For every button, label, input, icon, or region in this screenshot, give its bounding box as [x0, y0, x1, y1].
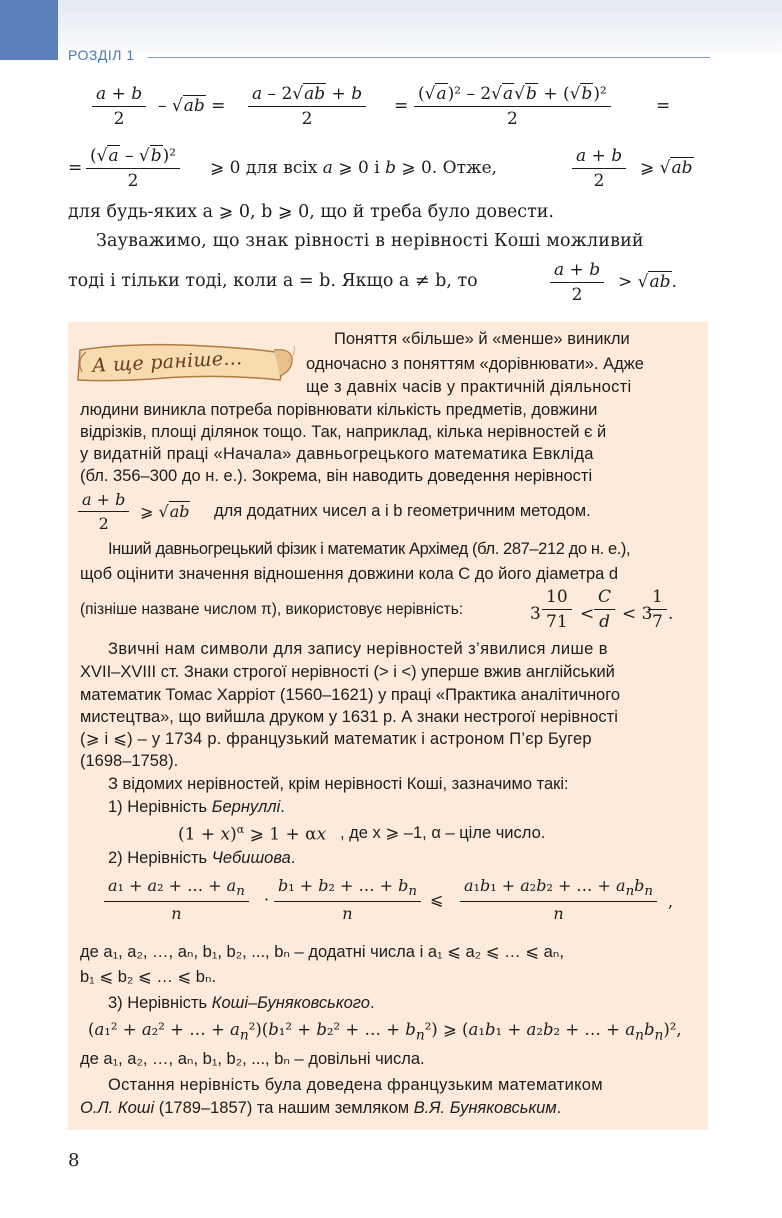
history-line-4: людини виникла потреба порівнювати кількість предметів, довжини [80, 401, 598, 419]
history-line-7: (бл. 356–300 до н. е.). Зокрема, він наводить доведення нерівності [80, 467, 593, 485]
symbols-line-4: мистецтва», що вийшла друком у 1631 р. А знаки нестрогої нерівності [80, 708, 618, 726]
banner-title: А ще раніше... [91, 347, 243, 377]
page-number: 8 [68, 1150, 80, 1171]
symbols-line-1: Звичні нам символи для запису нерівностей з’явилися лише в [108, 640, 608, 658]
item-3: 3) Нерівність Коші–Буняковського. [108, 994, 375, 1012]
remark-text-1: Зауважимо, що знак рівності в нерівності Коші можливий [96, 231, 644, 251]
symbols-line-2: XVII–XVIII ст. Знаки строгої нерівності (> і <) уперше вжив англійський [80, 663, 615, 681]
archimedes-line-3: (пізніше назване числом π), використовує нерівність: [80, 601, 464, 618]
history-line-3: ще з давніх часів у практичній діяльності [306, 378, 632, 396]
last-line-2: О.Л. Коші (1789–1857) та нашим земляком В.Я. Буняковським. [80, 1099, 562, 1117]
known-inequalities: З відомих нерівностей, крім нерівності Коші, зазначимо такі: [108, 775, 569, 793]
item-2: 2) Нерівність Чебишова. [108, 849, 296, 867]
symbols-line-3: математик Томас Харріот (1560–1621) у праці «Практика аналітичного [80, 686, 621, 704]
chebyshev-where-1: де a₁, a₂, …, aₙ, b₁, b₂, ..., bₙ – додатні числа і a₁ ⩽ a₂ ⩽ … ⩽ aₙ, [80, 943, 564, 961]
history-line-2: одночасно з поняттям «дорівнювати». Адже [306, 355, 644, 373]
last-line-1: Остання нерівність була доведена французьким математиком [108, 1076, 603, 1094]
archimedes-line-2: щоб оцінити значення відношення довжини кола C до його діаметра d [80, 565, 619, 583]
history-line-5: відрізків, площі ділянок тощо. Так, наприклад, кілька нерівностей є й [80, 423, 607, 441]
history-line-1: Поняття «більше» й «менше» виникли [334, 330, 630, 348]
history-line-6: у видатній праці «Начала» давньогрецького математика Евкліда [80, 445, 594, 463]
symbols-line-5: (⩾ і ⩽) – у 1734 р. французький математик і астроном П’єр Бугер [80, 730, 592, 748]
section-label: РОЗДІЛ 1 [68, 47, 135, 63]
section-rule [148, 57, 710, 58]
conclusion-text: для будь-яких a ⩾ 0, b ⩾ 0, що й треба було довести. [68, 202, 554, 222]
cauchy-bunyakovsky-where: де a₁, a₂, …, aₙ, b₁, b₂, ..., bₙ – довільні числа. [80, 1050, 425, 1068]
chebyshev-where-2: b₁ ⩽ b₂ ⩽ … ⩽ bₙ. [80, 968, 217, 986]
archimedes-line-1: Інший давньогрецький фізик і математик Архімед (бл. 287–212 до н. е.), [108, 540, 631, 558]
cauchy-bunyakovsky-inequality: (a₁² + a₂² + … + $a_n^2)(b_1^2 + b_2^2$ + … + $b_n^2$) ⩾ (a₁b₁ + a₂b₂ + … + $a_nb_n)^2$, [88, 1020, 682, 1044]
item-1: 1) Нерівність Бернуллі. [108, 798, 285, 816]
symbols-line-6: (1698–1758). [80, 752, 179, 770]
header-color-block [0, 0, 58, 60]
